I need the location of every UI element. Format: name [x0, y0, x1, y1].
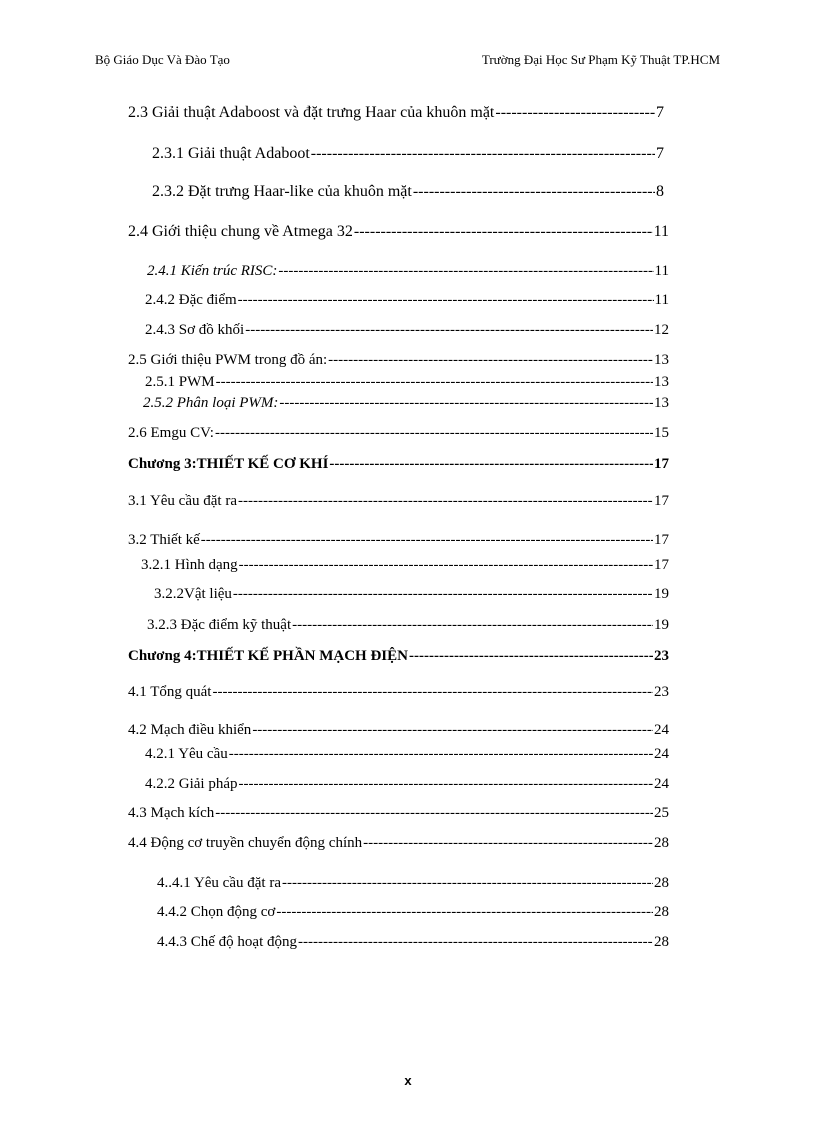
toc-leader — [216, 373, 653, 391]
toc-entry-page: 15 — [654, 425, 669, 441]
toc-leader — [212, 683, 653, 701]
toc-leader — [239, 556, 653, 574]
toc-leader — [252, 721, 653, 739]
toc-entry-title: 4.1 Tổng quát — [128, 684, 212, 700]
toc-entry-title: 2.4 Giới thiệu chung về Atmega 32 — [128, 223, 353, 240]
toc-entry-page: 23 — [654, 648, 669, 664]
toc-leader — [413, 183, 655, 201]
header-ministry: Bộ Giáo Dục Và Đào Tạo — [95, 52, 230, 67]
toc-entry — [128, 104, 664, 122]
toc-entry-page: 17 — [654, 557, 669, 573]
toc-entry-page: 24 — [654, 746, 669, 762]
toc-leader — [279, 394, 653, 412]
toc-leader — [245, 321, 653, 339]
toc-leader — [363, 834, 653, 852]
toc-entry-title: 2.3.1 Giải thuật Adaboot — [152, 145, 310, 162]
toc-leader — [201, 531, 653, 549]
toc-entry-title: 4.4 Động cơ truyền chuyển động chính — [128, 835, 363, 851]
toc-entry-title: Chương 3:THIẾT KẾ CƠ KHÍ — [128, 456, 329, 472]
toc-entry — [147, 616, 669, 634]
page-number: x — [404, 1073, 412, 1088]
toc-leader — [298, 933, 653, 951]
toc-entry-page: 12 — [654, 322, 669, 338]
toc-entry — [145, 373, 669, 391]
toc-entry-page: 17 — [654, 456, 669, 472]
toc-entry-page: 19 — [654, 586, 669, 602]
toc-entry — [128, 531, 669, 549]
toc-entry-page: 17 — [654, 532, 669, 548]
toc-entry-page: 28 — [654, 904, 669, 920]
toc-entry-title: 2.4.3 Sơ đồ khối — [145, 322, 245, 338]
toc-entry-title: Chương 4:THIẾT KẾ PHẦN MẠCH ĐIỆN — [128, 648, 408, 664]
toc-entry — [145, 775, 669, 793]
toc-leader — [229, 745, 653, 763]
toc-entry-title: 2.5.1 PWM — [145, 374, 215, 390]
toc-entry — [128, 834, 669, 852]
toc-entry — [157, 903, 669, 921]
toc-entry-title: 4.3 Mạch kích — [128, 805, 215, 821]
toc-entry-page: 28 — [654, 835, 669, 851]
toc-entry-title: 4.4.3 Chế độ hoạt động — [157, 934, 297, 950]
toc-entry-page: 24 — [654, 722, 669, 738]
toc-chapter-entry — [128, 647, 669, 665]
toc-entry — [128, 424, 669, 442]
toc-entry-title: 3.2 Thiết kế — [128, 532, 200, 548]
toc-entry-title: 3.2.3 Đặc điểm kỹ thuật — [147, 617, 292, 633]
toc-entry-title: 3.1 Yêu cầu đặt ra — [128, 493, 237, 509]
toc-leader — [215, 804, 653, 822]
toc-entry-page: 24 — [654, 776, 669, 792]
toc-entry-title: 4..4.1 Yêu cầu đặt ra — [157, 875, 281, 891]
toc-leader — [238, 775, 653, 793]
toc-entry-title: 4.4.2 Chọn động cơ — [157, 904, 276, 920]
toc-entry-title: 4.2.1 Yêu cầu — [145, 746, 228, 762]
toc-entry-page: 17 — [654, 493, 669, 509]
toc-entry-title: 2.3 Giải thuật Adaboost và đặt trưng Haar của khuôn mặt — [128, 104, 495, 121]
toc-entry-page: 13 — [654, 374, 669, 390]
toc-leader — [276, 903, 653, 921]
toc-entry-page: 19 — [654, 617, 669, 633]
toc-entry-title: 2.4.2 Đặc điểm — [145, 292, 237, 308]
toc-leader — [282, 874, 653, 892]
toc-entry — [157, 874, 669, 892]
toc-entry-title: 4.2.2 Giải pháp — [145, 776, 238, 792]
toc-leader — [215, 424, 653, 442]
toc-entry-title: 2.3.2 Đặt trưng Haar-like của khuôn mặt — [152, 183, 412, 200]
toc-entry-page: 8 — [656, 183, 664, 200]
toc-entry — [128, 351, 669, 369]
toc-leader — [329, 455, 653, 473]
toc-entry — [154, 585, 669, 603]
toc-leader — [409, 647, 653, 665]
toc-entry — [145, 291, 669, 309]
toc-entry — [143, 394, 669, 412]
toc-entry — [145, 745, 669, 763]
toc-leader — [278, 262, 653, 280]
toc-entry-title: 4.2 Mạch điều khiển — [128, 722, 252, 738]
toc-chapter-entry — [128, 455, 669, 473]
toc-leader — [354, 223, 653, 241]
header-university: Trường Đại Học Sư Phạm Kỹ Thuật TP.HCM — [481, 52, 720, 67]
toc-entry — [128, 223, 669, 241]
toc-entry — [128, 721, 669, 739]
toc-entry — [128, 492, 669, 510]
toc-entry-title: 2.5.2 Phân loại PWM: — [143, 395, 279, 411]
toc-entry-title: 3.2.2Vật liệu — [154, 586, 232, 602]
toc-entry — [145, 321, 669, 339]
toc-entry-page: 11 — [654, 263, 669, 279]
toc-entry-title: 2.5 Giới thiệu PWM trong đồ án: — [128, 352, 328, 368]
toc-entry — [157, 933, 669, 951]
toc-entry — [152, 145, 664, 163]
toc-entry — [141, 556, 669, 574]
toc-entry-page: 7 — [656, 104, 664, 121]
toc-leader — [238, 291, 654, 309]
toc-entry — [147, 262, 669, 280]
toc-entry-title: 3.2.1 Hình dạng — [141, 557, 238, 573]
toc-entry-page: 23 — [654, 684, 669, 700]
toc-entry-page: 7 — [656, 145, 664, 162]
toc-entry-page: 11 — [653, 223, 669, 240]
toc-leader — [495, 104, 655, 122]
toc-leader — [328, 351, 653, 369]
toc-entry-page: 28 — [654, 875, 669, 891]
toc-entry-page: 28 — [654, 934, 669, 950]
toc-entry — [128, 683, 669, 701]
toc-entry — [128, 804, 669, 822]
toc-entry-page: 13 — [654, 352, 669, 368]
toc-entry-page: 13 — [654, 395, 669, 411]
toc-leader — [238, 492, 653, 510]
toc-entry-title: 2.6 Emgu CV: — [128, 425, 214, 441]
toc-entry-title: 2.4.1 Kiến trúc RISC: — [147, 263, 278, 279]
toc-entry-page: 11 — [654, 292, 669, 308]
toc-leader — [233, 585, 653, 603]
toc-leader — [311, 145, 655, 163]
toc-entry-page: 25 — [654, 805, 669, 821]
toc-entry — [152, 183, 664, 201]
toc-leader — [292, 616, 653, 634]
